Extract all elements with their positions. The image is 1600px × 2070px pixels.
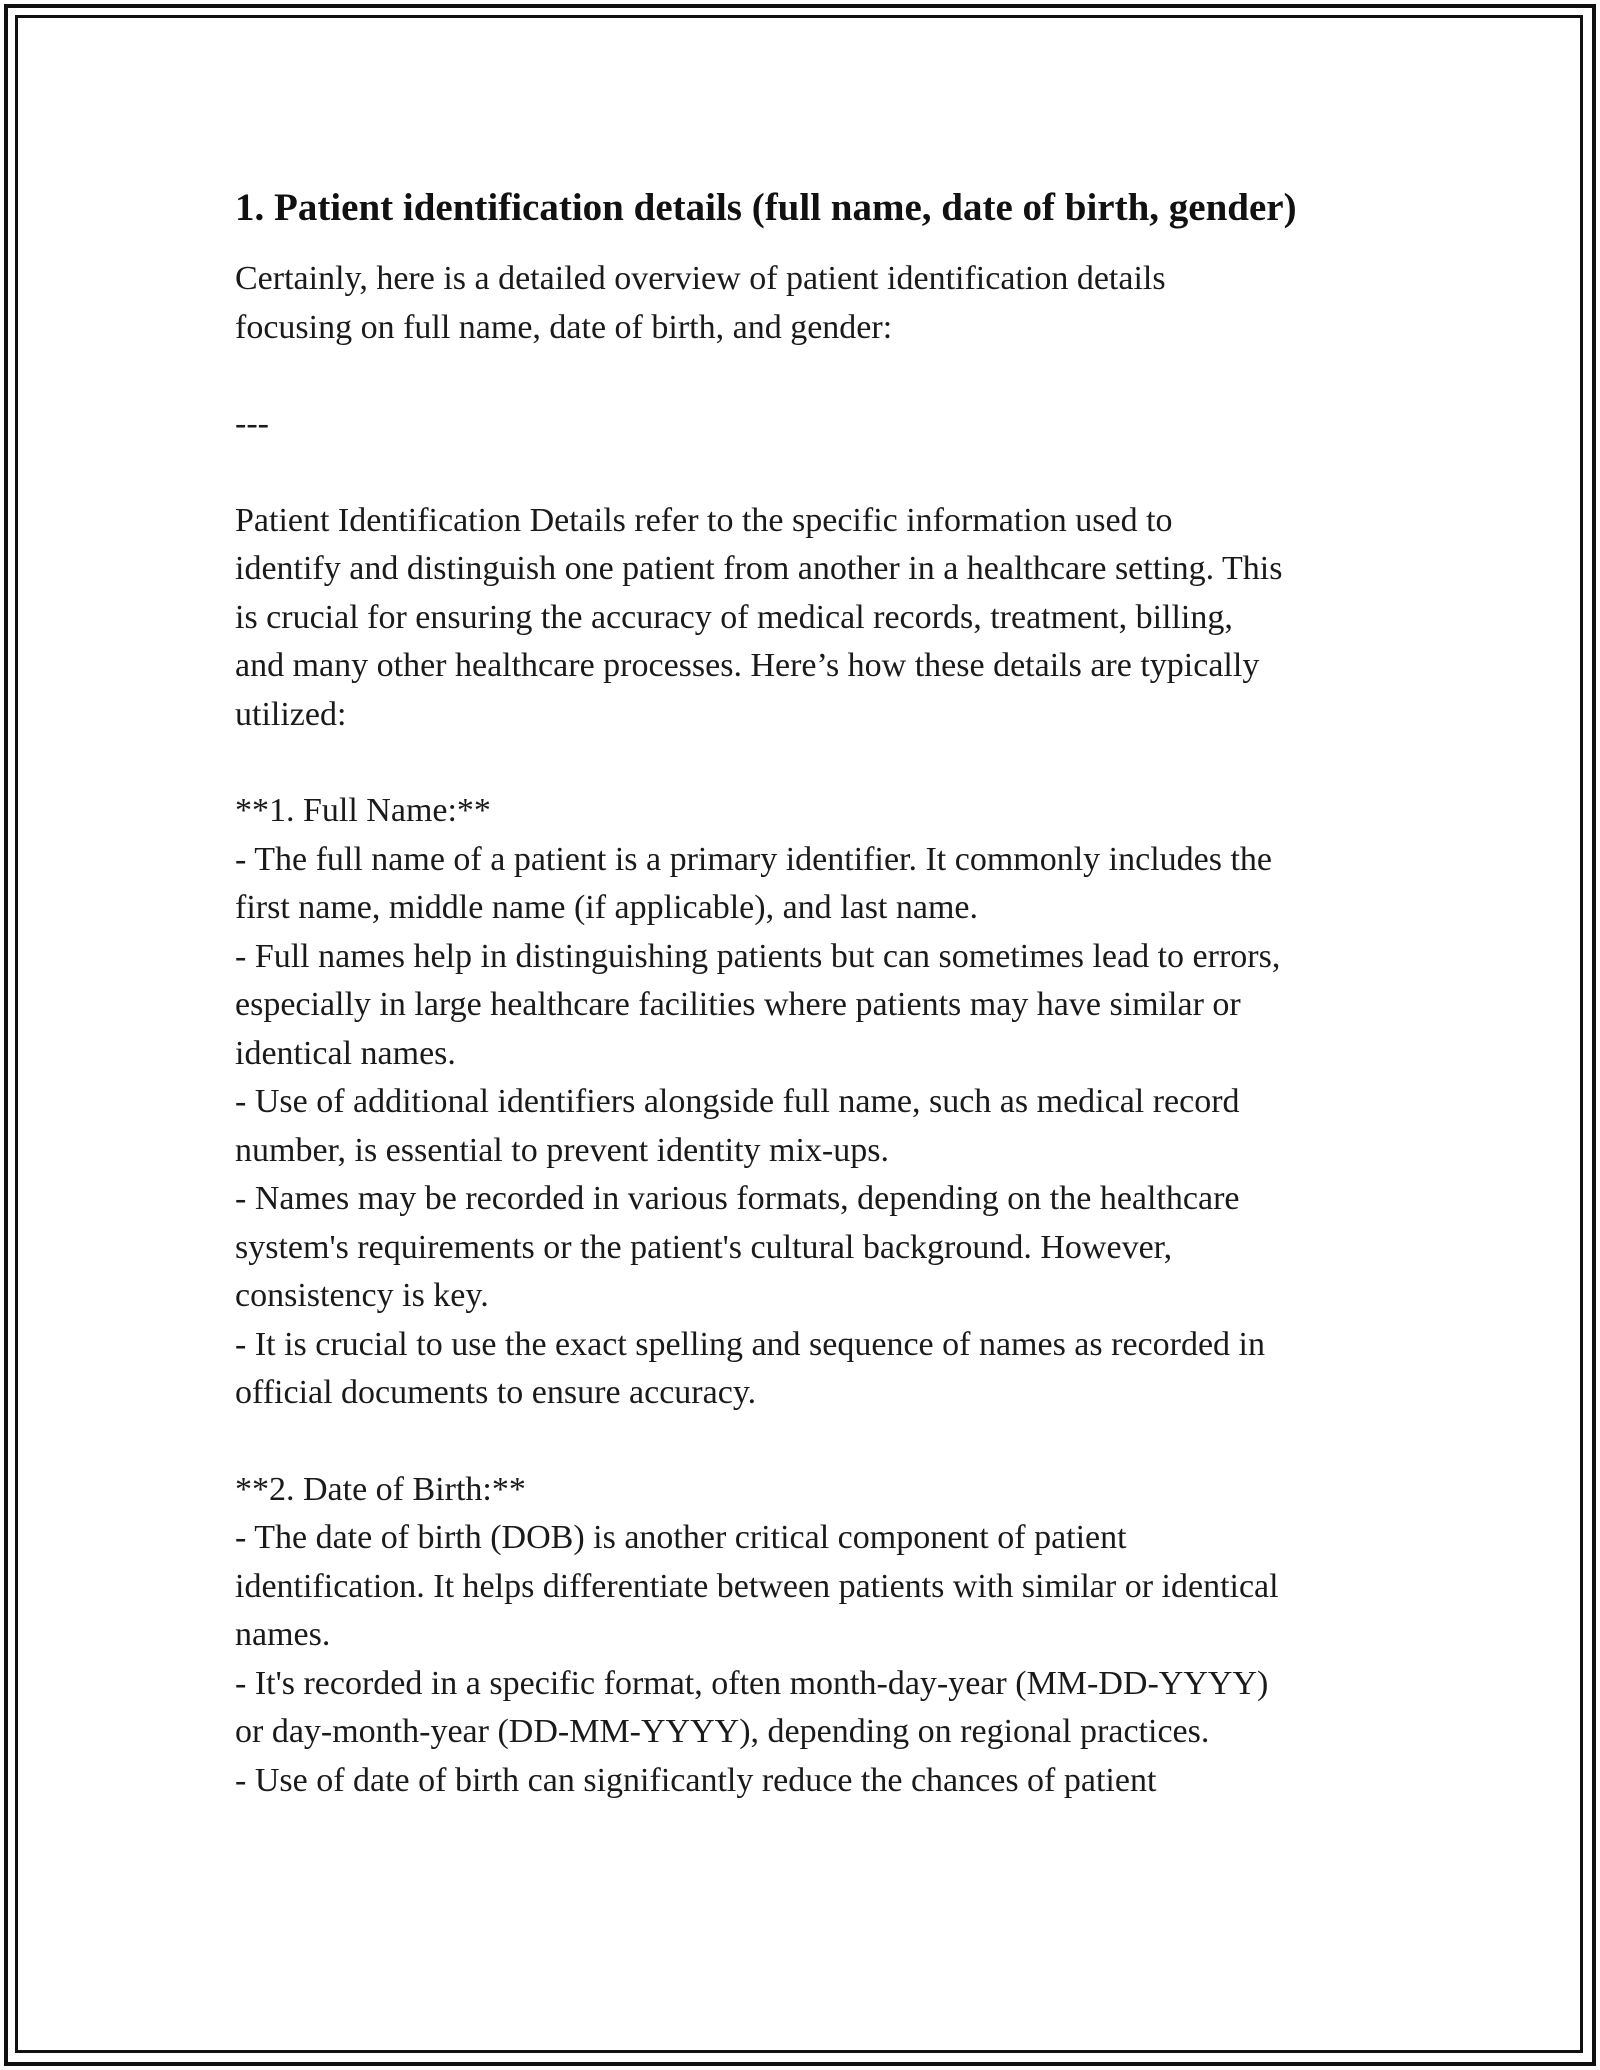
section-heading: 1. Patient identification details (full name, date of birth, gender) xyxy=(235,186,1297,229)
document-body xyxy=(235,180,1375,1805)
overview-paragraph: Patient Identification Details refer to the specific information used to identify and distinguish one patient from another in a healthcare setting. This is crucial for ensuring the accuracy of medical records, treatment, billing, and many other healthcare processes. Here’s how these details are typically utilized: xyxy=(235,501,1283,733)
intro-paragraph: Certainly, here is a detailed overview of patient identification details focusing on full name, date of birth, and gender: xyxy=(235,260,1166,346)
date-of-birth-section: **2. Date of Birth:** - The date of birth (DOB) is another critical component of patient identification. It helps differentiate between patients with similar or identical names. - It's recorded in a specific format, often month-day-year (MM-DD-YYYY) or day-month-year (DD-MM-YYYY), depending on regional practices. - Use of date of birth can significantly reduce the chances of patient xyxy=(235,1470,1279,1799)
full-name-section: **1. Full Name:** - The full name of a patient is a primary identifier. It commonly includes the first name, middle name (if applicable), and last name. - Full names help in distinguishing patients but can sometimes lead to errors, especially in large healthcare facilities where patients may have similar or identical names. - Use of additional identifiers alongside full name, such as medical record number, is essential to prevent identity mix-ups. - Names may be recorded in various formats, depending on the healthcare system's requirements or the patient's cultural background. However, consistency is key. - It is crucial to use the exact spelling and sequence of names as recorded in official documents to ensure accuracy. xyxy=(235,792,1281,1411)
separator-line: --- xyxy=(235,405,269,442)
